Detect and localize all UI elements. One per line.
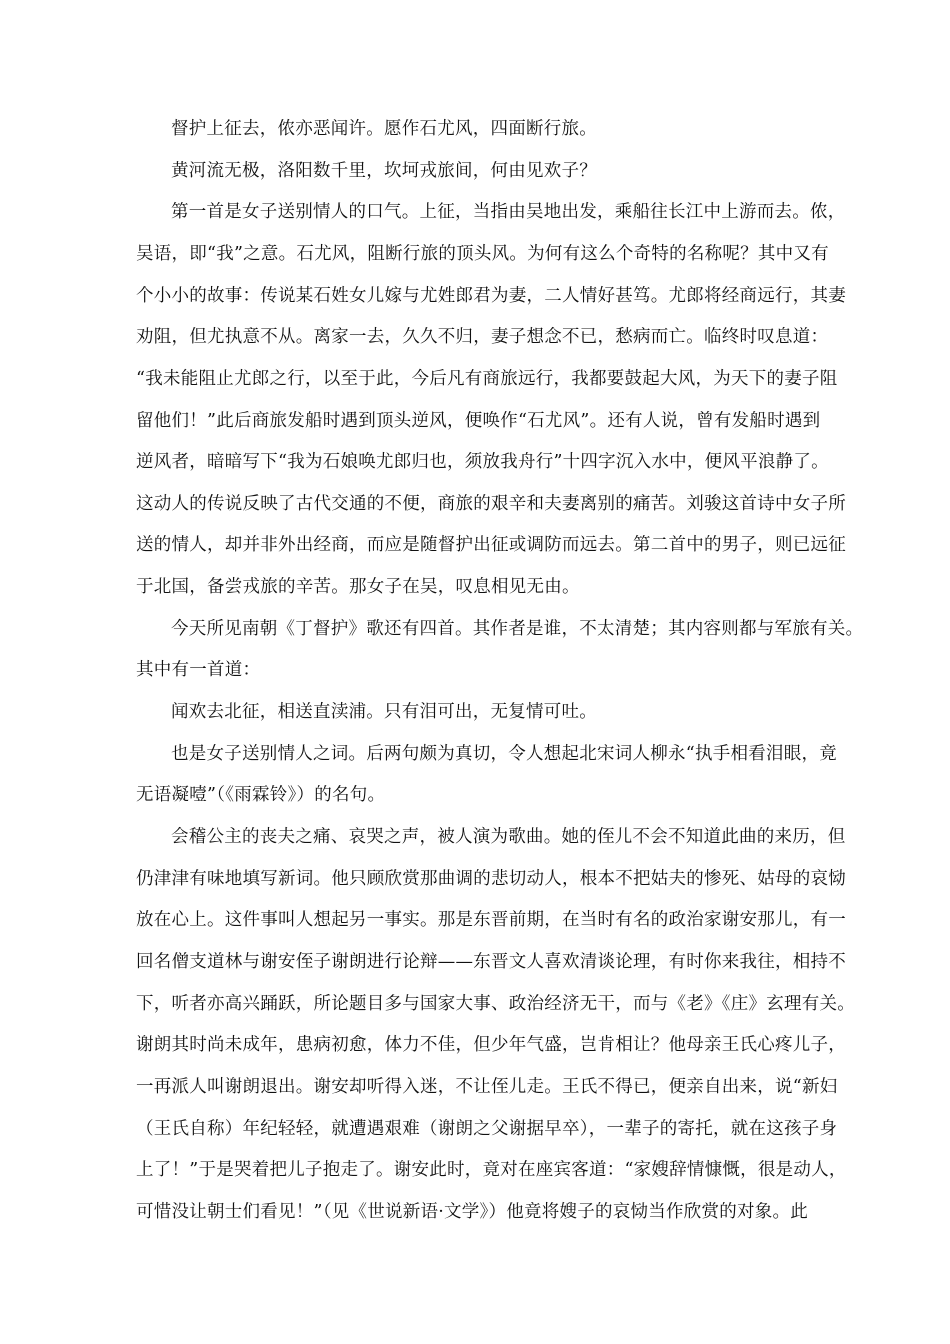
paragraph-line: 送的情人，却并非外出经商，而应是随督护出征或调防而远去。第二首中的男子，则已远征 <box>136 535 846 555</box>
paragraph-line: 下，听者亦高兴踊跃，所论题目多与国家大事、政治经济无干，而与《老》《庄》玄理有关。 <box>136 994 855 1014</box>
paragraph-line: 一再派人叫谢朗退出。谢安却听得入迷，不让侄儿走。王氏不得已，便亲自出来，说“新妇 <box>136 1077 838 1097</box>
paragraph-line: “我未能阻止尤郎之行，以至于此，今后凡有商旅远行，我都要鼓起大风，为天下的妻子阻 <box>136 369 838 389</box>
paragraph-line: 逆风者，暗暗写下“我为石娘唤尤郎归也，须放我舟行”十四字沉入水中，便风平浪静了。 <box>136 452 829 472</box>
poem-line: 闻欢去北征，相送直渎浦。只有泪可出，无复情可吐。 <box>171 702 597 722</box>
paragraph-line: 留他们！”此后商旅发船时遇到顶头逆风，便唤作“石尤风”。还有人说，曾有发船时遇到 <box>136 411 821 431</box>
paragraph-line: 回名僧支道林与谢安侄子谢朗进行论辩——东晋文人喜欢清谈论理，有时你来我往，相持不 <box>136 952 846 972</box>
paragraph-line: 于北国，备尝戎旅的辛苦。那女子在吴，叹息相见无由。 <box>136 577 580 597</box>
paragraph-line: 也是女子送别情人之词。后两句颇为真切，令人想起北宋词人柳永“执手相看泪眼，竟 <box>171 744 837 764</box>
paragraph-line: 仍津津有味地填写新词。他只顾欣赏那曲调的悲切动人，根本不把姑夫的惨死、姑母的哀恸 <box>136 869 846 889</box>
paragraph-line: 这动人的传说反映了古代交通的不便，商旅的艰辛和夫妻离别的痛苦。刘骏这首诗中女子所 <box>136 494 846 514</box>
paragraph-line: 上了！”于是哭着把儿子抱走了。谢安此时，竟对在座宾客道：“家嫂辞情慷慨，很是动人， <box>136 1160 847 1180</box>
paragraph-line: 个小小的故事：传说某石姓女儿嫁与尤姓郎君为妻，二人情好甚笃。尤郎将经商远行，其妻 <box>136 286 846 306</box>
paragraph-line: 今天所见南朝《丁督护》歌还有四首。其作者是谁，不太清楚；其内容则都与军旅有关。 <box>171 619 864 639</box>
paragraph-line: 劝阻，但尤执意不从。离家一去，久久不归，妻子想念不已，愁病而亡。临终时叹息道： <box>136 327 829 347</box>
paragraph-line: （王氏自称）年纪轻轻，就遭遇艰难（谢朗之父谢据早卒），一辈子的寄托，就在这孩子身 <box>136 1119 838 1139</box>
paragraph-line: 吴语，即“我”之意。石尤风，阻断行旅的顶头风。为何有这么个奇特的名称呢？其中又有 <box>136 244 829 264</box>
poem-line: 黄河流无极，洛阳数千里，坎坷戎旅间，何由见欢子？ <box>171 161 597 181</box>
paragraph-line: 第一首是女子送别情人的口气。上征，当指由吴地出发，乘船往长江中上游而去。侬， <box>171 202 846 222</box>
paragraph-line: 谢朗其时尚未成年，患病初愈，体力不佳，但少年气盛，岂肯相让？他母亲王氏心疼儿子， <box>136 1035 846 1055</box>
paragraph-line: 可惜没让朝士们看见！”（见《世说新语·文学》）他竟将嫂子的哀恸当作欣赏的对象。此 <box>136 1202 809 1222</box>
poem-line: 督护上征去，侬亦恶闻许。愿作石尤风，四面断行旅。 <box>171 119 597 139</box>
paragraph-line: 会稽公主的丧夫之痛、哀哭之声，被人演为歌曲。她的侄儿不会不知道此曲的来历，但 <box>171 827 846 847</box>
paragraph-line: 无语凝噎”（《雨霖铃》）的名句。 <box>136 785 386 805</box>
paragraph-line: 其中有一首道： <box>136 660 261 680</box>
paragraph-line: 放在心上。这件事叫人想起另一事实。那是东晋前期，在当时有名的政治家谢安那儿，有一 <box>136 910 846 930</box>
